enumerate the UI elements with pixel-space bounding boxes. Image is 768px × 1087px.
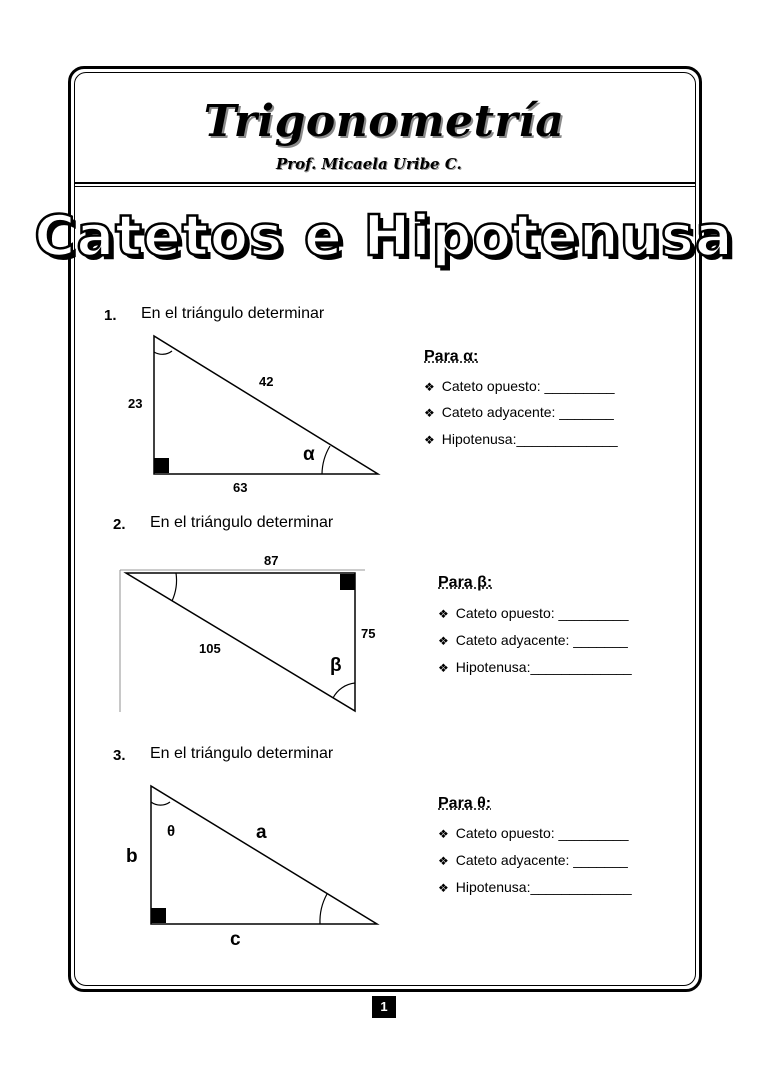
hypotenuse-label: 105 <box>199 641 221 656</box>
para-heading: Para θ: <box>438 795 492 812</box>
question-number: 3. <box>113 747 126 764</box>
angle-label: β <box>330 655 342 676</box>
top-leg-label: 87 <box>264 553 279 568</box>
right-leg-label: 75 <box>361 626 376 641</box>
section-heading: Catetos e Hipotenusa <box>34 204 734 269</box>
base-leg-label: c <box>230 929 241 950</box>
right-angle-mark <box>340 574 355 590</box>
question-text: En el triángulo determinar <box>150 745 334 762</box>
list-item: ❖ Cateto opuesto: _________ <box>438 605 629 621</box>
list-item: ❖ Hipotenusa:_____________ <box>438 659 632 675</box>
triangle-3 <box>151 786 377 924</box>
diamond-bullet-icon: ❖ <box>424 433 435 447</box>
base-leg-label: 63 <box>233 480 248 495</box>
question-text: En el triángulo determinar <box>141 305 325 322</box>
vertical-leg-label: 23 <box>128 396 143 411</box>
diamond-bullet-icon: ❖ <box>438 854 449 868</box>
list-item: ❖ Hipotenusa:_____________ <box>424 431 618 447</box>
question-text: En el triángulo determinar <box>150 514 334 531</box>
document-title: Trigonometría <box>203 96 565 147</box>
diamond-bullet-icon: ❖ <box>424 406 435 420</box>
question-number: 2. <box>113 516 126 533</box>
list-item: ❖ Cateto adyacente: _______ <box>438 852 628 868</box>
para-heading: Para β: <box>438 574 493 591</box>
angle-label: α <box>303 444 315 465</box>
diamond-bullet-icon: ❖ <box>438 634 449 648</box>
diamond-bullet-icon: ❖ <box>438 607 449 621</box>
list-item: ❖ Cateto adyacente: _______ <box>424 404 614 420</box>
triangle-2 <box>120 570 365 712</box>
vertical-leg-label: b <box>126 846 138 867</box>
para-heading: Para α: <box>424 348 479 365</box>
page-number: 1 <box>372 996 396 1018</box>
diamond-bullet-icon: ❖ <box>438 881 449 895</box>
question-number: 1. <box>104 307 117 324</box>
diamond-bullet-icon: ❖ <box>438 827 449 841</box>
right-angle-mark <box>154 458 169 473</box>
list-item: ❖ Cateto adyacente: _______ <box>438 632 628 648</box>
hypotenuse-label: 42 <box>259 374 274 389</box>
list-item: ❖ Cateto opuesto: _________ <box>438 825 629 841</box>
angle-label: θ <box>167 823 176 840</box>
diamond-bullet-icon: ❖ <box>424 380 435 394</box>
triangle-1 <box>154 336 378 474</box>
hypotenuse-label: a <box>256 822 267 843</box>
author-name: Prof. Micaela Uribe C. <box>276 155 462 173</box>
right-angle-mark <box>151 908 166 923</box>
diamond-bullet-icon: ❖ <box>438 661 449 675</box>
list-item: ❖ Hipotenusa:_____________ <box>438 879 632 895</box>
list-item: ❖ Cateto opuesto: _________ <box>424 378 615 394</box>
